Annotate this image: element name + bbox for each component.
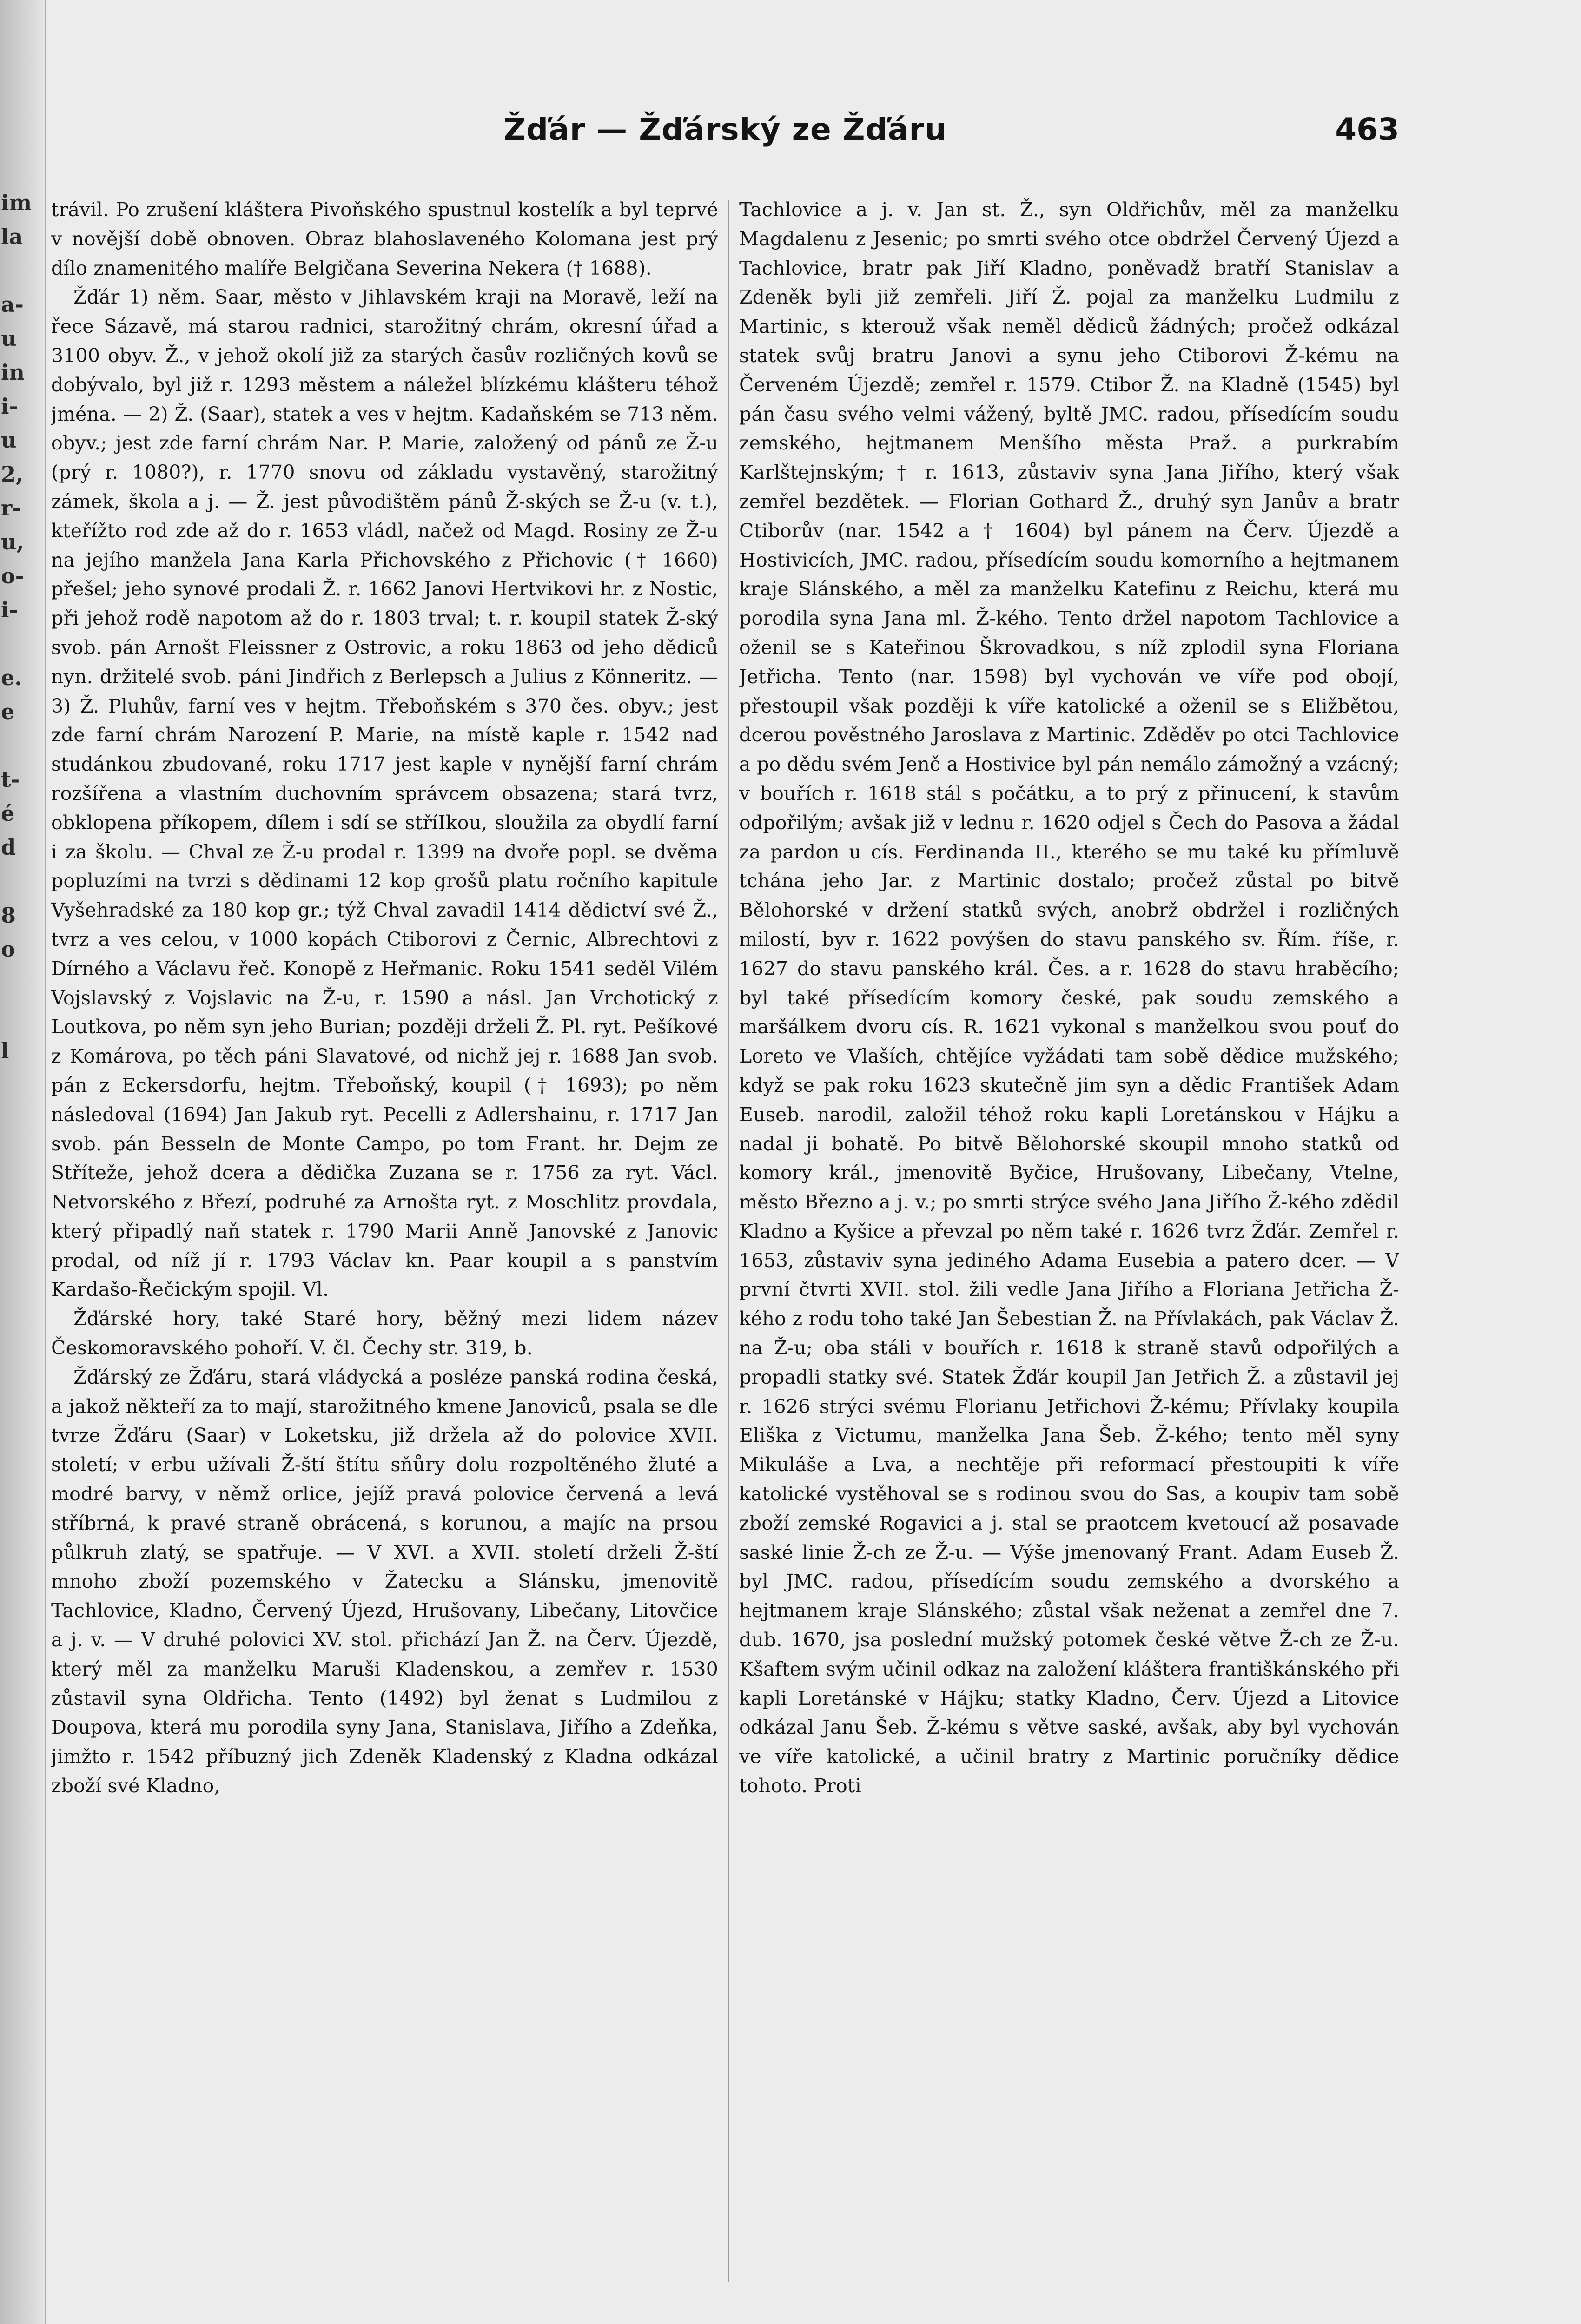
margin-fragment: r- xyxy=(1,495,21,521)
margin-fragment: i- xyxy=(1,597,18,622)
margin-fragment: im xyxy=(1,190,32,215)
margin-fragment: l xyxy=(1,1038,9,1063)
entry-zdar: Žďár 1) něm. Saar, město v Jihlavském kraji na Moravě, leží na řece Sázavě, má starou radnici, starožitný chrám, okresní úřad a 3100 obyv. Ž., v jehož okolí již za starých časův rozličných kovů se dobývalo, byl již r. 1293 městem a náležel blízkému klášteru téhož jména. — 2) Ž. (Saar), statek a ves v hejtm. Kadaňském se 713 něm. obyv.; jest zde farní chrám Nar. P. Marie, založený od pánů ze Ž-u (prý r. 1080?), r. 1770 snovu od základu vystavěný, starožitný zámek, škola a j. — Ž. jest původištěm pánů Ž-ských se Ž-u (v. t.), kteřížto rod zde až do r. 1653 vládl, načež od Magd. Rosiny ze Ž-u na jejího manžela Jana Karla Přichovského z Přichovic († 1660) přešel; jeho synové prodali Ž. r. 1662 Janovi Hertvikovi hr. z Nostic, při jehož rodě napotom až do r. 1803 trval; t. r. koupil statek Ž-ský svob. pán Arnošt Fleissner z Ostrovic, a roku 1863 od jeho dědiců nyn. držitelé svob. páni Jindřich z Berlepsch a Julius z Könneritz. — 3) Ž. Pluhův, farní ves v hejtm. Třeboňském s 370 čes. obyv.; jest zde farní chrám Narození P. Marie, na místě kaple r. 1542 nad studánkou zbudované, roku 1717 jest kaple v nynější farní chrám rozšířena a vlastním duchovním správcem obsazena; stará tvrz, obklopena příkopem, dílem i sdí se stříIkou, sloužila za obydlí farní i za školu. — Chval ze Ž-u prodal r. 1399 na dvoře popl. se dvěma popluzími na tvrzi s dědinami 12 kop grošů platu ročního kapitule Vyšehradské za 180 kop gr.; týž Chval zavadil 1414 dědictví své Ž., tvrz a ves celou, v 1000 kopách Ctiborovi z Černic, Albrechtovi z Dírného a Václavu řeč. Konopě z Heřmanic. Roku 1541 seděl Vilém Vojslavský z Vojslavic na Ž-u, r. 1590 a násl. Jan Vrchotický z Loutkova, po něm syn jeho Burian; později drželi Ž. Pl. ryt. Pešíkové z Komárova, po těch páni Slavatové, od nichž jej r. 1688 Jan svob. pán z Eckersdorfu, hejtm. Třeboňský, koupil († 1693); po něm následoval (1694) Jan Jakub ryt. Pecelli z Adlershainu, r. 1717 Jan svob. pán Besseln de Monte Campo, po tom Frant. hr. Dejm ze Stříteže, jehož dcera a dědička Zuzana se r. 1756 za ryt. Václ. Netvorského z Březí, podruhé za Arnošta ryt. z Moschlitz provdala, který připadlý naň statek r. 1790 Marii Anně Janovské z Janovic prodal, od níž jí r. 1793 Václav kn. Paar koupil a s panstvím Kardašo-Řečickým spojil. Vl. xyxy=(51,286,718,1301)
right-column xyxy=(739,195,1399,2296)
margin-fragment: o xyxy=(1,937,15,962)
paragraph: trávil. Po zrušení kláštera Pivoňského spustnul kostelík a byl teprvé v novější době obnoven. Obraz blahoslaveného Kolomana jest prý dílo znamenitého malíře Belgičana Severina Nekera († 1688). xyxy=(51,198,718,279)
margin-fragment xyxy=(1,966,44,1000)
previous-page-edge xyxy=(0,0,46,2324)
margin-fragment xyxy=(1,254,44,288)
entry-zdarske-hory: Žďárské hory, také Staré hory, běžný mezi lidem název Českomoravského pohoří. V. čl. Čechy str. 319, b. xyxy=(51,1307,718,1360)
margin-fragment: é xyxy=(1,801,15,826)
margin-fragment xyxy=(1,1000,44,1034)
paragraph: Tachlovice a j. v. Jan st. Ž., syn Oldřichův, měl za manželku Magdalenu z Jesenic; po smrti svého otce obdržel Červený Újezd a Tachlovice, bratr pak Jiří Kladno, poněvadž bratří Stanislav a Zdeněk byli již zemřeli. Jiří Ž. pojal za manželku Ludmilu z Martinic, s kterouž však neměl dědiců žádných; pročež odkázal statek svůj bratru Janovi a synu jeho Ctiborovi Ž-kému na Červeném Újezdě; zemřel r. 1579. Ctibor Ž. na Kladně (1545) byl pán času svého velmi vážený, byltě JMC. radou, přísedícím soudu zemského, hejtmanem Menšího města Praž. a purkrabím Karlštejnským; † r. 1613, zůstaviv syna Jana Jiřího, který však zemřel bezdětek. — Florian Gothard Ž., druhý syn Janův a bratr Ctiborův (nar. 1542 a † 1604) byl pánem na Červ. Újezdě a Hostivicích, JMC. radou, přísedícím soudu komorního a hejtmanem kraje Slánského, a měl za manželku Katefinu z Reichu, která mu porodila syna Jana ml. Ž-kého. Tento držel napotom Tachlovice a oženil se s Kateřinou Škrovadkou, s níž zplodil syna Floriana Jetřicha. Tento (nar. 1598) byl vychován ve víře pod obojí, přestoupil však později k víře katolické a oženil se s Eližbětou, dcerou pověstného Jaroslava z Martinic. Zděděv po otci Tachlovice a po dědu svém Jenč a Hostivice byl pán nemálo zámožný a vzácný; v bouřích r. 1618 stál s počátku, a to prý z přinucení, k stavům odpořilým; avšak již v lednu r. 1620 odjel s Čech do Pasova a žádal za pardon u cís. Ferdinanda II., kterého se mu také ku přímluvě tchána jeho Jar. z Martinic dostalo; pročež zůstal po bitvě Bělohorské v držení statků svých, anobrž obdržel i rozličných milostí, byv r. 1622 povýšen do stavu panského sv. Řím. říše, r. 1627 do stavu panského král. Čes. a r. 1628 do stavu hraběcího; byl také přísedícím komory české, pak soudu zemského a maršálkem dvoru cís. R. 1621 vykonal s manželkou svou pouť do Loreto ve Vlaších, chtějíce vyžádati tam sobě dědice mužského; když se pak roku 1623 skutečně jim syn a dědic František Adam Euseb. narodil, založil téhož roku kapli Loretánskou v Hájku a nadal ji bohatě. Po bitvě Bělohorské skoupil mnoho statků od komory král., jmenovitě Byčice, Hrušovany, Libečany, Vtelne, město Březno a j. v.; po smrti strýce svého Jana Jiřího Ž-kého zdědil Kladno a Kyšice a převzal po něm také r. 1626 tvrz Žďár. Zemřel r. 1653, zůstaviv syna jediného Adama Eusebia a patero dcer. — V první čtvrti XVII. stol. žili vedle Jana Jiřího a Floriana Jetřicha Ž-kého z rodu toho také Jan Šebestian Ž. na Přívlakách, pak Václav Ž. na Ž-u; oba stáli v bouřích r. 1618 k straně stavů odpořilých a propadli statky své. Statek Žďár koupil Jan Jetřich Ž. a zůstavil jej r. 1626 strýci svému Florianu Jetřichovi Ž-kému; Přívlaky koupila Eliška z Victumu, manželka Jana Šeb. Ž-kého; tento měl syny Mikuláše a Lva, a nechtěje při reformací přestoupiti k víře katolické vystěhoval se s rodinou svou do Sas, a koupiv tam sobě zboží zemské Rogavici a j. stal se praotcem kvetoucí až posavade saské linie Ž-ch ze Ž-u. — Výše jmenovaný Frant. Adam Euseb Ž. byl JMC. radou, přísedícím soudu zemského a dvorského a hejtmanem kraje Slánského; zůstal však neženat a zemřel dne 7. dub. 1670, jsa poslední mužský potomek české větve Ž-ch ze Ž-u. Kšaftem svým učinil odkaz na založení kláštera františkánského při kapli Loretánské v Hájku; statky Kladno, Červ. Újezd a Litovice odkázal Janu Šeb. Ž-kému s větve saské, avšak, aby byl vychován ve víře katolické, a učinil bratry z Martinic poručníky dědice tohoto. Proti xyxy=(739,198,1399,1797)
margin-fragment: e. xyxy=(1,665,22,690)
margin-fragment: u, xyxy=(1,529,24,555)
running-header xyxy=(51,112,1399,163)
margin-fragment: in xyxy=(1,360,25,385)
margin-fragment xyxy=(1,865,44,898)
margin-fragment: 2, xyxy=(1,462,24,487)
margin-fragment xyxy=(1,729,44,763)
margin-fragment: e xyxy=(1,699,15,724)
running-title: Žďár — Žďárský ze Žďáru xyxy=(503,112,947,147)
left-column xyxy=(51,195,718,2296)
column-divider xyxy=(728,200,729,2282)
margin-fragment: o- xyxy=(1,563,24,588)
margin-fragment: a- xyxy=(1,292,24,317)
margin-fragment: u xyxy=(1,428,17,453)
margin-fragment: t- xyxy=(1,767,20,792)
previous-page-fragments xyxy=(1,186,44,1068)
margin-fragment: 8 xyxy=(1,903,16,928)
margin-fragment xyxy=(1,627,44,661)
margin-fragment: i- xyxy=(1,394,18,419)
entry-zdarsky-ze-zdaru: Žďárský ze Žďáru, stará vládycká a posléze panská rodina česká, a jakož někteří za to mají, starožitného kmene Janoviců, psala se dle tvrze Žďáru (Saar) v Loketsku, již držela až do polovice XVII. století; v erbu užívali Ž-ští štítu sňůry dolu rozpoltěného žluté a modré barvy, v němž orlice, jejíž pravá polovice červená a levá stříbrná, k pravé straně obrácená, s korunou, a majíc na prsou půlkruh zlatý, se spatřuje. — V XVI. a XVII. století drželi Ž-ští mnoho zboží pozemského v Žatecku a Slánsku, jmenovitě Tachlovice, Kladno, Červený Újezd, Hrušovany, Libečany, Litovčice a j. v. — V druhé polovici XV. stol. přichází Jan Ž. na Červ. Újezdě, který měl za manželku Maruši Kladenskou, a zemřev r. 1530 zůstavil syna Oldřicha. Tento (1492) byl ženat s Ludmilou z Doupova, která mu porodila syny Jana, Stanislava, Jiřího a Zdeňka, jimžto r. 1542 příbuzný jich Zdeněk Kladenský z Kladna odkázal zboží své Kladno, xyxy=(51,1366,718,1797)
margin-fragment: d xyxy=(1,835,16,860)
page-number: 463 xyxy=(1335,112,1399,147)
margin-fragment: la xyxy=(1,224,23,249)
margin-fragment: u xyxy=(1,326,17,351)
